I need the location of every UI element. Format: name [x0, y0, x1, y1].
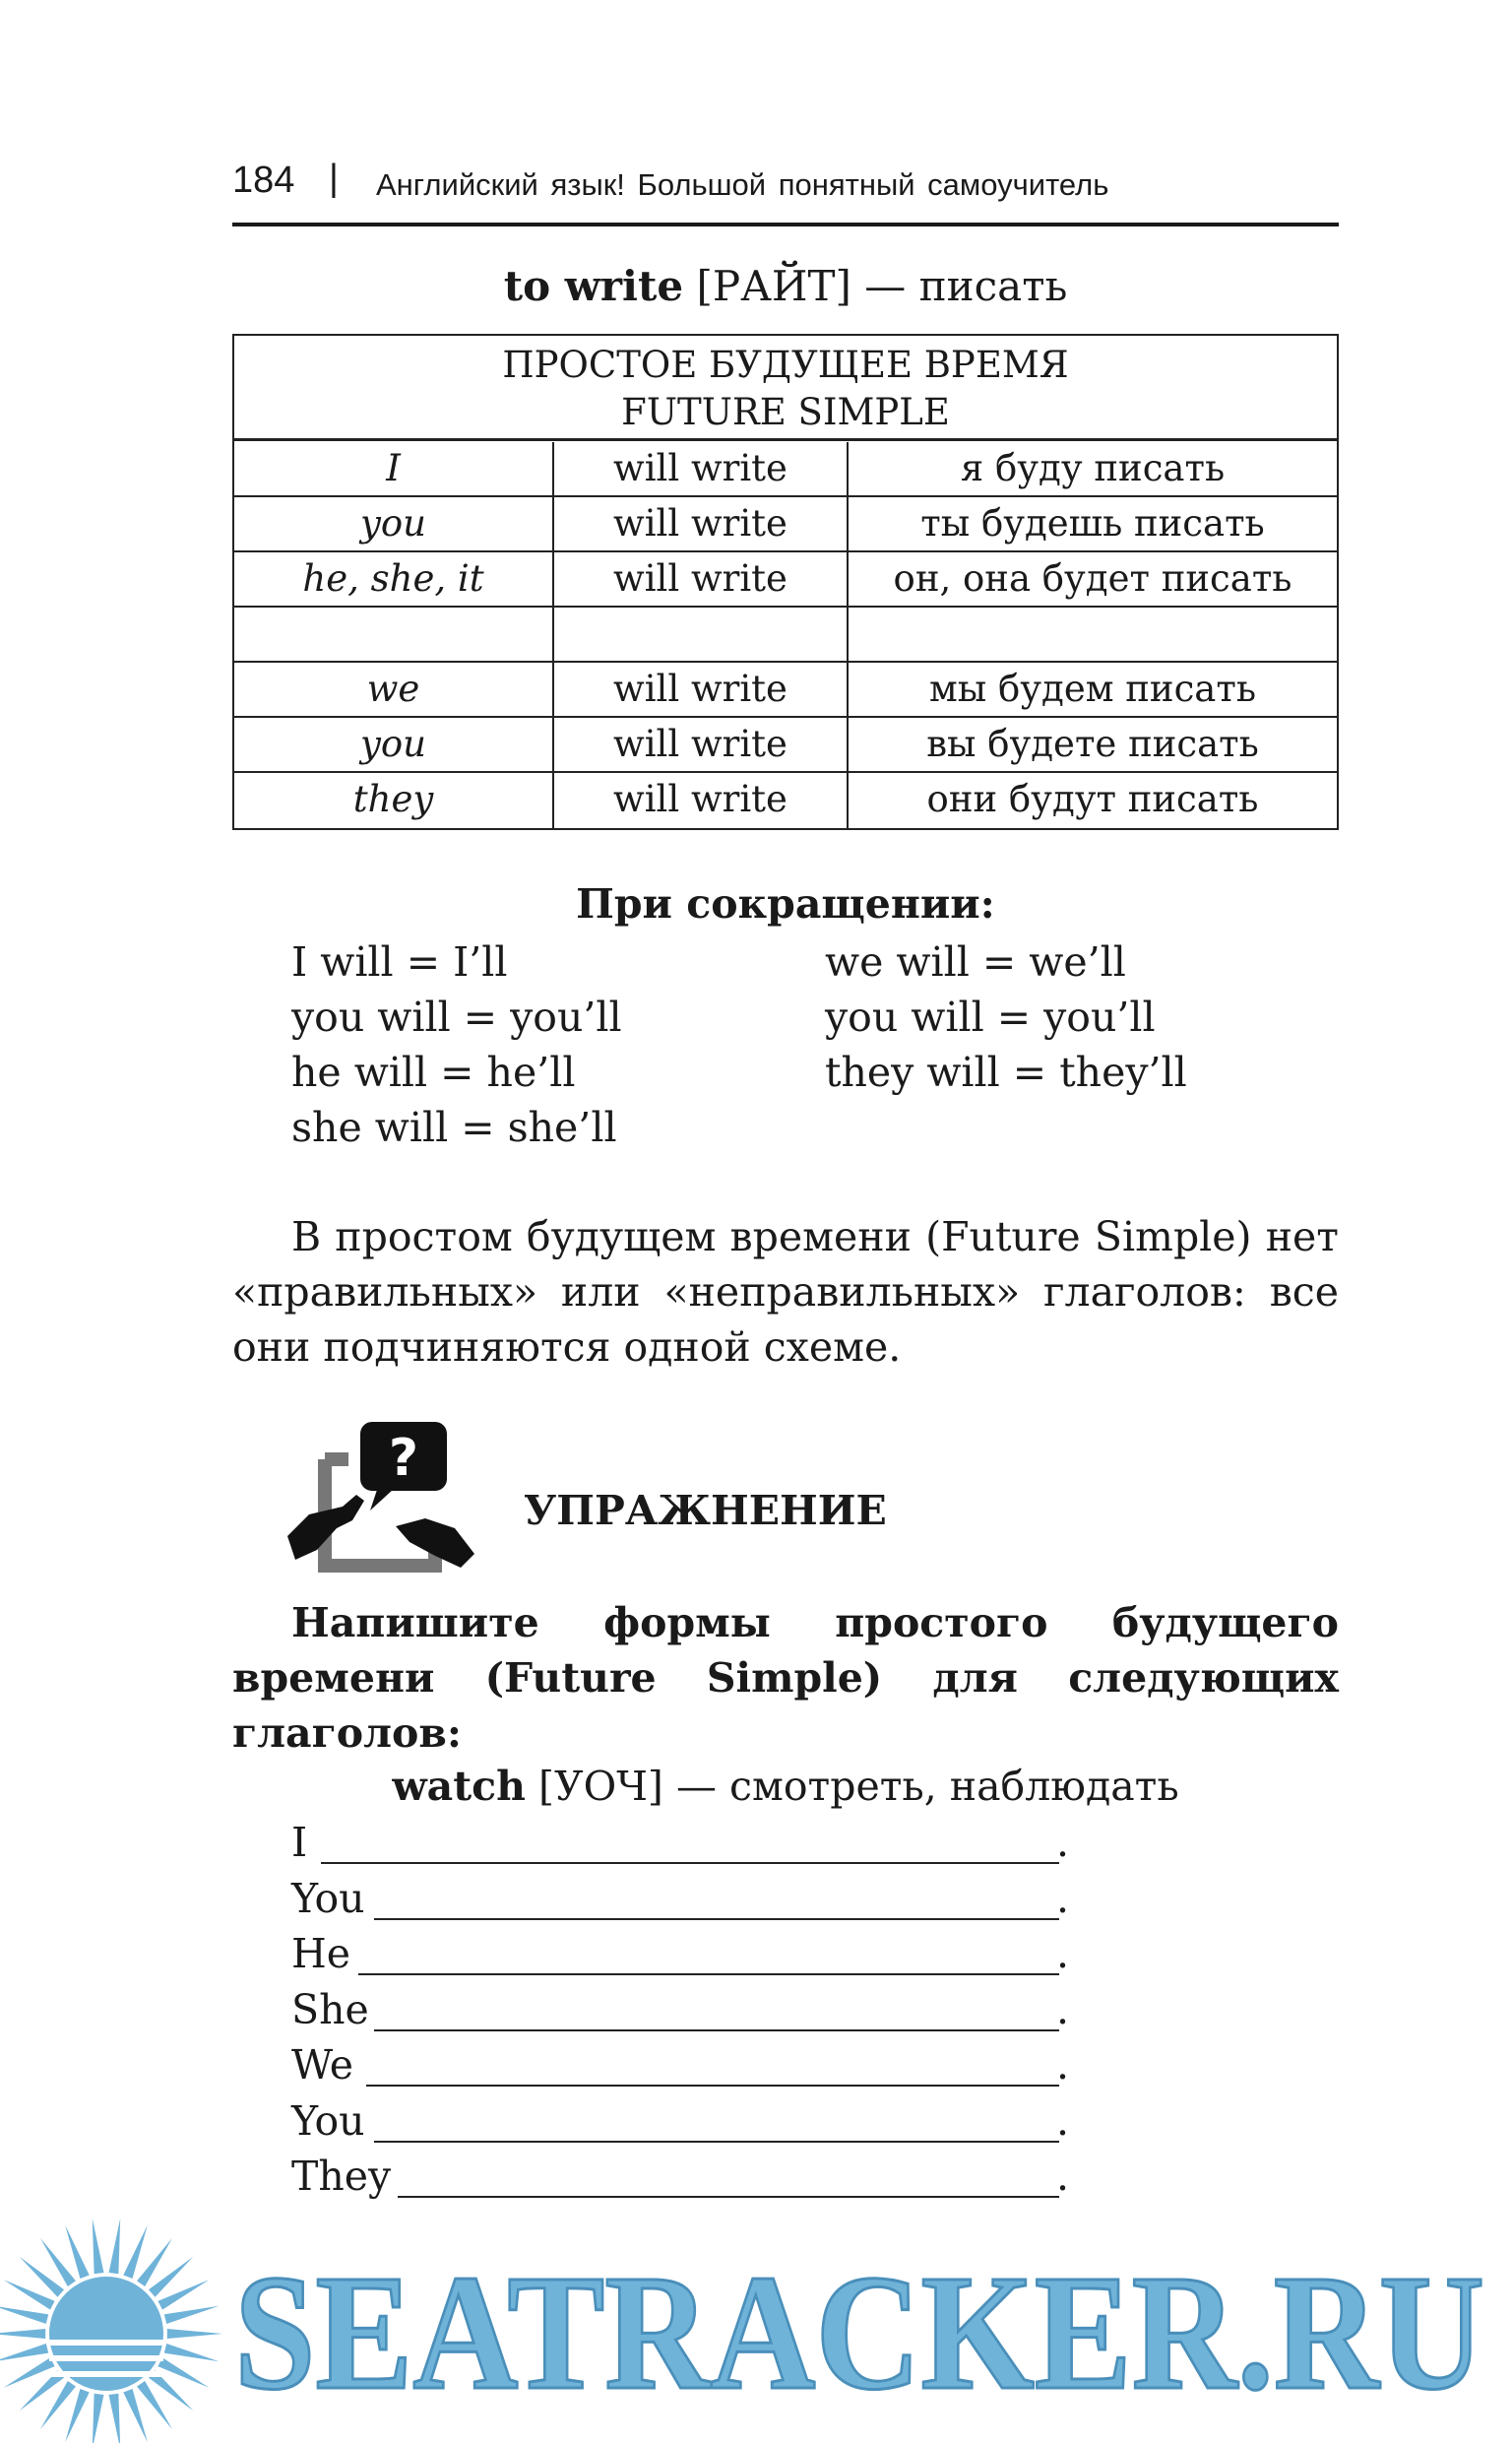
sun-stripe: [49, 2371, 163, 2377]
table-cell-form: will write: [613, 502, 788, 545]
blank-row-pronoun: You: [291, 1874, 365, 1922]
exercise-verb-russian: смотреть, наблюдать: [728, 1763, 1179, 1810]
blank-row-pronoun: You: [291, 2096, 365, 2145]
sun-ray: [93, 2218, 104, 2274]
watermark: [0, 2211, 1512, 2443]
table-cell-pronoun: you: [359, 723, 426, 765]
exercise-verb-pronunciation: [УОЧ]: [537, 1763, 663, 1810]
header-separator: |: [329, 158, 339, 199]
page-number: 184: [232, 160, 295, 201]
contraction-right-1: we will = we’ll: [825, 938, 1126, 986]
blank-row: [291, 1819, 1069, 1874]
table-row-rule: [234, 606, 1337, 608]
blank-row: [291, 1875, 1069, 1930]
sun-stripe: [49, 2355, 163, 2361]
blank-row-end-mark: .: [1055, 2153, 1069, 2200]
sun-ray: [93, 2394, 104, 2443]
table-cell-translation: ты будешь писать: [920, 502, 1265, 545]
blank-row-pronoun: They: [291, 2153, 392, 2200]
blank-answer-line[interactable]: [374, 2029, 1059, 2031]
table-cell-form: will write: [613, 447, 788, 489]
blank-answer-line[interactable]: [374, 2141, 1059, 2143]
table-title-line2: FUTURE SIMPLE: [621, 391, 950, 433]
verb-heading: [232, 262, 1339, 310]
blank-row: [291, 2097, 1069, 2153]
table-cell-translation: они будут писать: [926, 778, 1259, 820]
blank-row-end-mark: .: [1055, 1874, 1069, 1922]
blank-row-pronoun: She: [291, 1985, 369, 2033]
exercise-verb-heading: [232, 1763, 1339, 1810]
table-cell-pronoun: you: [359, 502, 426, 545]
grammar-note-text: В простом будущем времени (Future Simple) нет «правильных» или «неправильных» глаголов: все они подчиняются одной схеме.: [232, 1213, 1339, 1371]
book-title: Английский язык! Большой понятный самоучитель: [376, 167, 1109, 202]
exercise-verb-dash: —: [675, 1763, 717, 1810]
blank-row: [291, 2153, 1069, 2208]
blank-row-end-mark: .: [1055, 2096, 1069, 2145]
contraction-left-2: you will = you’ll: [291, 994, 622, 1041]
table-cell-translation: он, она будет писать: [893, 557, 1292, 600]
svg-text:?: ?: [388, 1429, 419, 1488]
sun-ray: [0, 2329, 45, 2339]
sun-ray: [109, 2218, 121, 2274]
blank-row-pronoun: We: [291, 2041, 354, 2089]
exercise-task: [232, 1595, 1339, 1761]
contraction-left-1: I will = I’ll: [291, 938, 508, 986]
contraction-right-3: they will = they’ll: [825, 1049, 1187, 1096]
verb-dash: —: [864, 262, 907, 310]
table-cell-form: will write: [613, 723, 788, 765]
sun-ray: [123, 2225, 148, 2279]
table-cell-pronoun: he, she, it: [302, 557, 484, 600]
blank-row: [291, 1986, 1069, 2041]
blank-row-pronoun: He: [291, 1930, 351, 1977]
table-cell-form: will write: [613, 778, 788, 820]
contraction-right-2: you will = you’ll: [825, 994, 1156, 1041]
blank-row-end-mark: .: [1055, 1930, 1069, 1977]
contraction-left-3: he will = he’ll: [291, 1049, 576, 1096]
sun-stripe: [49, 2340, 163, 2346]
sun-ray: [164, 2306, 220, 2324]
table-cell-translation: я буду писать: [960, 447, 1226, 489]
sun-ray: [0, 2344, 48, 2361]
blank-row-end-mark: .: [1055, 1819, 1069, 1866]
contractions-heading: При сокращении:: [576, 880, 995, 928]
blank-row-pronoun: I: [291, 1819, 308, 1866]
blank-answer-line[interactable]: [321, 1862, 1059, 1864]
sun-ray: [167, 2329, 222, 2339]
verb-english: to write: [503, 262, 684, 310]
conjugation-table: [232, 334, 1339, 830]
watermark-text: SEATRACKER.RU: [234, 2241, 1484, 2424]
blank-row-end-mark: .: [1055, 1985, 1069, 2033]
grammar-note: [232, 1209, 1339, 1375]
sun-ray: [123, 2389, 148, 2442]
blank-answer-line[interactable]: [358, 1973, 1059, 1975]
blank-row: [291, 2041, 1069, 2096]
table-title-line1: ПРОСТОЕ БУДУЩЕЕ ВРЕМЯ: [502, 344, 1069, 386]
blank-row-end-mark: .: [1055, 2041, 1069, 2089]
sun-ray: [164, 2344, 220, 2361]
table-cell-translation: мы будем писать: [929, 668, 1256, 710]
sun-ray: [65, 2225, 90, 2279]
table-cell-form: will write: [613, 668, 788, 710]
blank-row: [291, 1930, 1069, 1985]
blank-answer-line[interactable]: [374, 1918, 1059, 1920]
table-cell-form: will write: [613, 557, 788, 600]
verb-russian: писать: [918, 262, 1068, 310]
table-cell-pronoun: I: [386, 447, 401, 489]
table-rule: [234, 438, 1337, 441]
blank-answer-line[interactable]: [398, 2196, 1059, 2198]
table-cell-pronoun: we: [366, 668, 420, 710]
contraction-left-4: she will = she’ll: [291, 1104, 617, 1151]
table-cell-pronoun: they: [352, 778, 434, 820]
blank-answer-line[interactable]: [366, 2085, 1059, 2087]
exercise-question-icon: [287, 1418, 474, 1580]
verb-pronunciation: [РАЙТ]: [696, 262, 851, 310]
exercise-title: УПРАЖНЕНИЕ: [524, 1487, 887, 1534]
exercise-task-text: Напишите формы простого будущего времени (Future Simple) для следующих глаголов:: [232, 1599, 1339, 1757]
sun-burst-icon: [0, 2218, 222, 2443]
table-cell-translation: вы будете писать: [926, 723, 1259, 765]
header-rule: [232, 223, 1339, 226]
sun-ray: [65, 2389, 90, 2442]
sun-ray: [0, 2306, 48, 2324]
exercise-verb-english: watch: [392, 1763, 526, 1810]
sun-ray: [109, 2394, 121, 2443]
